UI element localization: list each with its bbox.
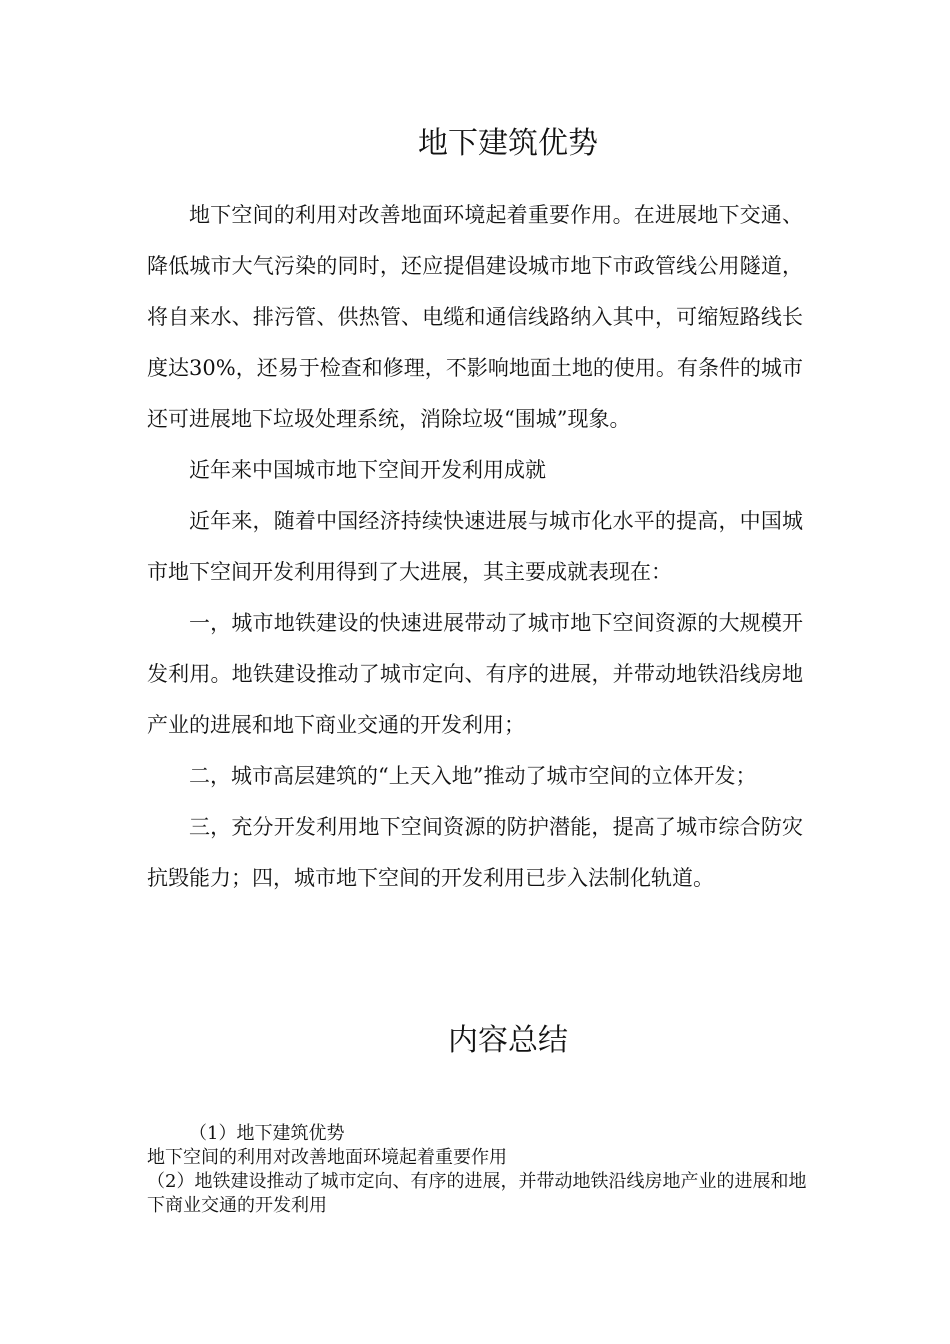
- document-body: [147, 190, 803, 904]
- paragraph-recent-years: 近年来，随着中国经济持续快速进展与城市化水平的提高，中国城市地下空间开发利用得到了大进展，其主要成就表现在：: [147, 509, 803, 584]
- summary-line-3: （2）地铁建设推动了城市定向、有序的进展，并带动地铁沿线房地产业的进展和地下商业交通的开发利用: [147, 1171, 807, 1216]
- summary-line-2: 地下空间的利用对改善地面环境起着重要作用: [147, 1147, 507, 1168]
- paragraph-achievements-heading: 近年来中国城市地下空间开发利用成就: [189, 458, 546, 482]
- summary-line-1: （1）地下建筑优势: [189, 1123, 345, 1144]
- paragraph-point-one: 一，城市地铁建设的快速进展带动了城市地下空间资源的大规模开发利用。地铁建设推动了城市定向、有序的进展，并带动地铁沿线房地产业的进展和地下商业交通的开发利用；: [147, 611, 803, 737]
- paragraph-underground-space: 地下空间的利用对改善地面环境起着重要作用。在进展地下交通、降低城市大气污染的同时，还应提倡建设城市地下市政管线公用隧道，将自来水、排污管、供热管、电缆和通信线路纳入其中，可缩短路线长度达30%，还易于检查和修理，不影响地面土地的使用。有条件的城市还可进展地下垃圾处理系统，消除垃圾“围城”现象。: [147, 203, 803, 431]
- document-title: 地下建筑优势: [418, 126, 598, 161]
- summary-title: 内容总结: [448, 1023, 568, 1058]
- summary-section: [147, 1122, 807, 1218]
- paragraph-point-two: 二，城市高层建筑的“上天入地”推动了城市空间的立体开发；: [189, 764, 757, 788]
- paragraph-point-three-four: 三，充分开发利用地下空间资源的防护潜能，提高了城市综合防灾抗毁能力；四，城市地下空间的开发利用已步入法制化轨道。: [147, 815, 803, 890]
